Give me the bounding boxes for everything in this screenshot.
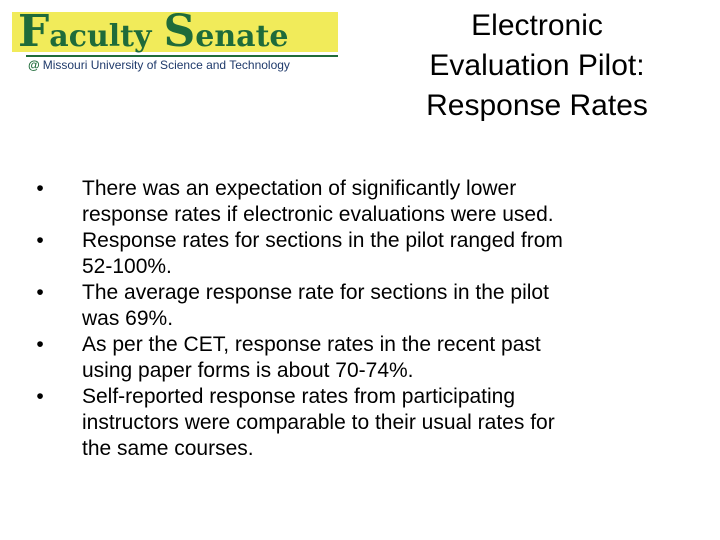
bullet-line: instructors were comparable to their usual rates for (82, 411, 555, 434)
bullet-line: Response rates for sections in the pilot ranged from (82, 229, 563, 252)
bullet-glyph: • (36, 385, 44, 408)
bullet-item (30, 280, 700, 332)
bullet-item (30, 384, 700, 462)
bullet-line: As per the CET, response rates in the recent past (82, 333, 541, 356)
title-line: Evaluation Pilot: (429, 49, 645, 82)
logo-word-enate: enate (195, 19, 289, 54)
logo-initial-s: S (163, 6, 196, 57)
bullet-text (82, 332, 700, 384)
bullet-text (82, 176, 700, 228)
bullet-text (82, 280, 700, 332)
bullet-item (30, 332, 700, 384)
bullet-line: response rates if electronic evaluations were used. (82, 203, 554, 226)
bullet-text (82, 228, 700, 280)
logo-subtitle-text: Missouri University of Science and Technology (42, 58, 290, 72)
title-line: Electronic (471, 9, 603, 42)
logo-subtitle (28, 58, 290, 72)
bullet-glyph: • (36, 177, 44, 200)
bullet-list (30, 176, 700, 462)
bullet-glyph: • (36, 333, 44, 356)
bullet-glyph: • (36, 281, 44, 304)
bullet-glyph: • (36, 229, 44, 252)
title-line: Response Rates (426, 89, 648, 122)
logo-at-symbol: @ (28, 58, 40, 72)
bullet-line: 52-100%. (82, 255, 172, 278)
bullet-line: the same courses. (82, 437, 254, 460)
slide-title (378, 6, 696, 126)
bullet-item (30, 176, 700, 228)
faculty-senate-logo (12, 6, 338, 76)
logo-wordmark (18, 8, 289, 61)
logo-word-aculty: aculty (49, 19, 152, 54)
bullet-line: There was an expectation of significantly lower (82, 177, 517, 200)
logo-initial-f: F (18, 6, 50, 57)
bullet-item (30, 228, 700, 280)
bullet-line: Self-reported response rates from participating (82, 385, 516, 408)
bullet-line: was 69%. (82, 307, 174, 330)
bullet-line: The average response rate for sections in the pilot (82, 281, 549, 304)
bullet-text (82, 384, 700, 462)
bullet-line: using paper forms is about 70-74%. (82, 359, 414, 382)
